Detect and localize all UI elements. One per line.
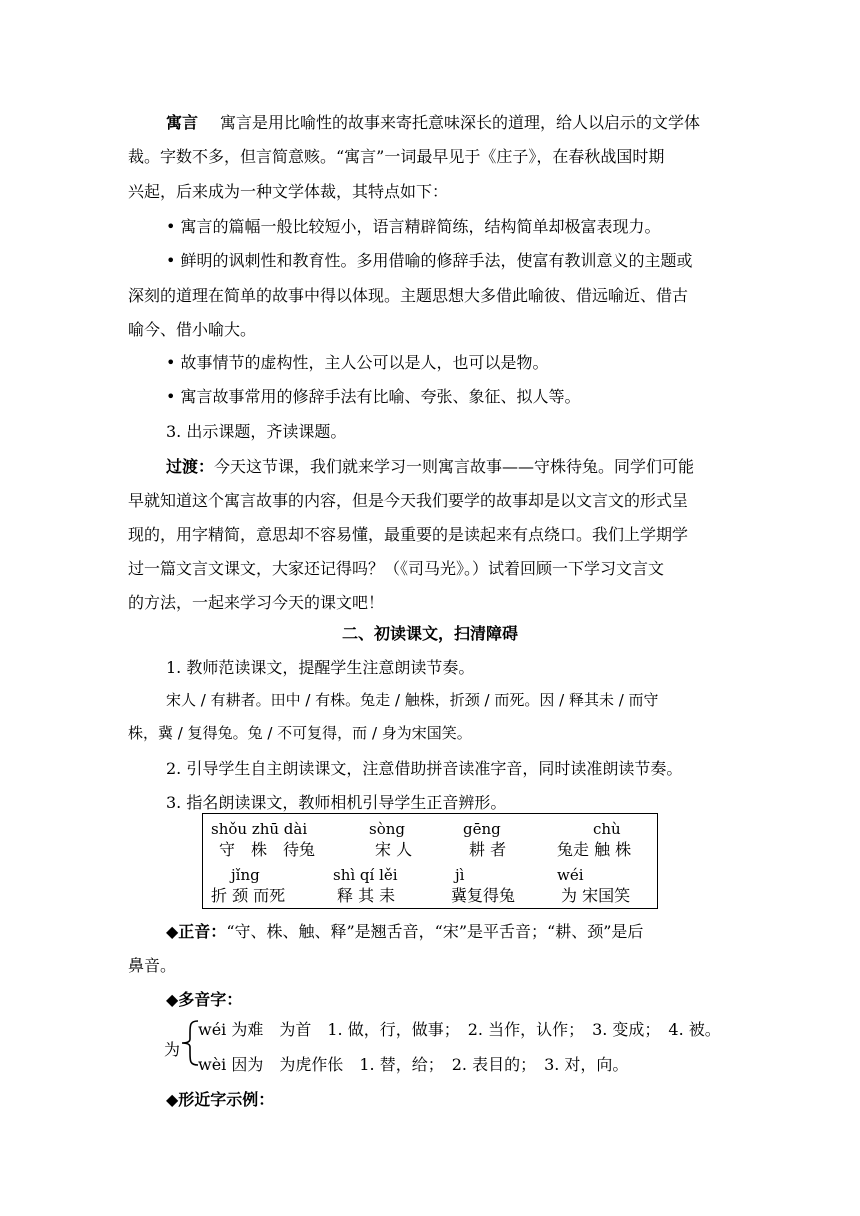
pinyin-1-2: sòng <box>369 820 405 838</box>
pinyin-box <box>202 813 658 909</box>
rhythm-line-1: 宋人 / 有耕者。田中 / 有株。兔走 / 触株，折颈 / 而死。因 / 释其未 / 而守 <box>166 691 659 709</box>
step-3: 3. 出示课题，齐读课题。 <box>166 422 347 441</box>
s2-step-1: 1. 教师范读课文，提醒学生注意朗读节奏。 <box>166 658 475 677</box>
hanzi-1-3: 耕 者 <box>469 840 507 859</box>
pinyin-1-1: shǒu zhū dài <box>211 820 308 838</box>
hanzi-1-2: 宋 人 <box>375 840 413 859</box>
bullet-2-line-2: 深刻的道理在简单的故事中得以体现。主题思想大多借此喻彼、借远喻近、借古 <box>128 286 689 305</box>
rhythm-line-2: 株，冀 / 复得兔。兔 / 不可复得，而 / 身为宋国笑。 <box>128 724 472 742</box>
yuyan-term: 寓言 <box>166 113 199 132</box>
duoyinzi-line-2: wèi 因为 为虎作伥 1. 替，给； 2. 表目的； 3. 对，向。 <box>198 1055 629 1074</box>
s2-step-2: 2. 引导学生自主朗读课文，注意借助拼音读准字音，同时读准朗读节奏。 <box>166 759 683 778</box>
transition-term: 过渡： <box>166 457 215 476</box>
hanzi-2-1: 折 颈 而死 <box>211 886 286 905</box>
bullet-2-line-3: 喻今、借小喻大。 <box>128 320 257 339</box>
hanzi-2-2: 释 其 耒 <box>337 886 396 905</box>
transition-line-1: 过渡：今天这节课，我们就来学习一则寓言故事——守株待兔。同学们可能 <box>166 457 695 476</box>
yuyan-line-2: 裁。字数不多，但言简意赅。“寓言”一词最早见于《庄子》，在春秋战国时期 <box>128 147 665 166</box>
pinyin-2-2: shì qí lěi <box>333 866 398 884</box>
hanzi-1-4: 兔走 触 株 <box>557 840 632 859</box>
transition-line-3: 现的，用字精简，意思却不容易懂，最重要的是读起来有点绕口。我们上学期学 <box>128 525 689 544</box>
s2-step-3: 3. 指名朗读课文，教师相机引导学生正音辨形。 <box>166 793 507 812</box>
hanzi-1-1: 守 株 待兔 <box>219 840 316 859</box>
zhengyin-line-1: ◆正音：“守、株、触、释”是翘舌音，“宋”是平舌音；“耕、颈”是后 <box>166 922 644 941</box>
transition-line-5: 的方法，一起来学习今天的课文吧！ <box>128 593 385 612</box>
transition-line-2: 早就知道这个寓言故事的内容，但是今天我们要学的故事却是以文言文的形式呈 <box>128 491 689 510</box>
yuyan-line-3: 兴起，后来成为一种文学体裁，其特点如下： <box>128 182 449 201</box>
bullet-3: • 故事情节的虚构性，主人公可以是人，也可以是物。 <box>166 353 549 372</box>
transition-line-4: 过一篇文言文课文，大家还记得吗？（《司马光》。）试着回顾一下学习文言文 <box>128 559 665 578</box>
pinyin-1-4: chù <box>593 820 621 838</box>
bullet-1: • 寓言的篇幅一般比较短小，语言精辟简练，结构简单却极富表现力。 <box>166 217 661 236</box>
section-2-heading: 二、初读课文，扫清障碍 <box>341 624 518 643</box>
pinyin-2-3: jì <box>455 866 465 884</box>
zhengyin-term: ◆正音： <box>166 922 227 941</box>
xingjinzi-heading: ◆形近字示例： <box>166 1090 275 1109</box>
hanzi-2-4: 为 宋国笑 <box>561 886 631 905</box>
hanzi-2-3: 冀复得兔 <box>451 886 516 905</box>
zhengyin-line-2: 鼻音。 <box>128 956 177 975</box>
pinyin-2-1: jǐng <box>231 866 260 884</box>
yuyan-line-1: 寓言 寓言是用比喻性的故事来寄托意味深长的道理，给人以启示的文学体 <box>166 113 701 132</box>
duoyinzi-line-1: wéi 为难 为首 1. 做，行，做事； 2. 当作，认作； 3. 变成； 4. 被。 <box>198 1020 721 1039</box>
duoyinzi-heading: ◆多音字： <box>166 990 243 1009</box>
pinyin-2-4: wéi <box>557 866 584 884</box>
bullet-4: • 寓言故事常用的修辞手法有比喻、夸张、象征、拟人等。 <box>166 387 581 406</box>
bullet-2-line-1: • 鲜明的讽刺性和教育性。多用借喻的修辞手法，使富有教训意义的主题或 <box>166 251 693 270</box>
brace-icon <box>178 1019 200 1067</box>
pinyin-1-3: gēng <box>463 820 501 838</box>
duoyinzi-char: 为 <box>164 1040 181 1059</box>
